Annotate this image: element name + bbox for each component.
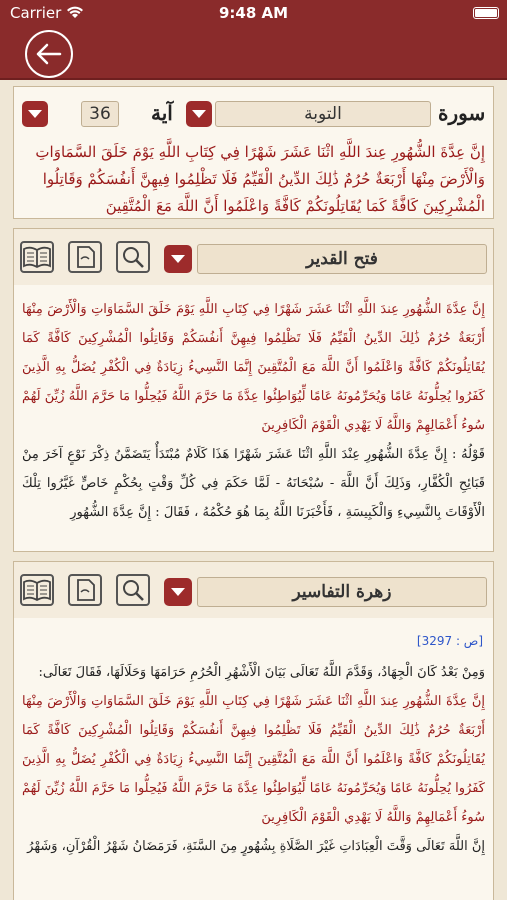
panel-divider [0, 552, 507, 561]
status-time: 9:48 AM [218, 4, 289, 22]
status-bar [0, 0, 507, 26]
tafsir-1-body [22, 295, 485, 547]
page-reference: [ص : 3297] [416, 634, 483, 648]
note-icon[interactable] [68, 241, 102, 273]
surah-dropdown-button[interactable] [186, 101, 212, 127]
tafsir-2-verses: إِنَّ عِدَّةَ الشُّهُورِ عِندَ اللَّهِ اثْنَا عَشَرَ شَهْرًا فِي كِتَابِ اللَّهِ يَوْمَ خَلَقَ السَّمَاوَاتِ وَالْأَرْضَ مِنْهَا أَرْبَعَةٌ حُرُمٌ ذَٰلِكَ الدِّينُ الْقَيِّمُ فَلَا تَظْلِمُوا فِيهِنَّ أَنفُسَكُمْ وَقَاتِلُوا الْمُشْرِكِينَ كَافَّةً كَمَا يُقَاتِلُونَكُمْ كَافَّةً وَاعْلَمُوا أَنَّ اللَّهَ مَعَ الْمُتَّقِينَ إِنَّمَا النَّسِيءُ زِيَادَةٌ فِي الْكُفْرِ يُضَلُّ بِهِ الَّذِينَ كَفَرُوا يُحِلُّونَهُ عَامًا وَيُحَرِّمُونَهُ عَامًا لِّيُوَاطِئُوا عِدَّةَ مَا حَرَّمَ اللَّهُ فَيُحِلُّوا مَا حَرَّمَ اللَّهُ زُيِّنَ لَهُمْ سُوءُ أَعْمَالِهِمْ وَاللَّهُ لَا يَهْدِي الْقَوْمَ الْكَافِرِينَ [22, 694, 485, 825]
tafsir-2-dropdown-button[interactable] [164, 578, 192, 606]
tafsir-1-commentary: قَوْلُهُ : إِنَّ عِدَّةَ الشُّهُورِ عِنْدَ اللَّهِ اثْنَا عَشَرَ شَهْرًا هَذَا كَلَامٌ مُبْتَدَأٌ يَتَضَمَّنُ ذِكْرَ نَوْعٍ آخَرَ مِنْ قَبَائِحِ الْكُفَّارِ، وَذَلِكَ أَنَّ اللَّهَ - سُبْحَانَهُ - لَمَّا حَكَمَ فِي كُلِّ وَقْتٍ بِحُكْمٍ خَاصٍّ غَيَّرُوا تِلْكَ الْأَوْقَاتَ بِالنَّسِيءِ وَالْكَبِيسَةِ ، فَأَخْبَرَنَا اللَّهُ بِمَا هُوَ حُكْمُهُ ، فَقَالَ : إِنَّ عِدَّةَ الشُّهُورِ [22, 447, 485, 520]
ayah-label: آية [151, 101, 173, 125]
tafsir-1-verses: إِنَّ عِدَّةَ الشُّهُورِ عِندَ اللَّهِ اثْنَا عَشَرَ شَهْرًا فِي كِتَابِ اللَّهِ يَوْمَ خَلَقَ السَّمَاوَاتِ وَالْأَرْضَ مِنْهَا أَرْبَعَةٌ حُرُمٌ ذَٰلِكَ الدِّينُ الْقَيِّمُ فَلَا تَظْلِمُوا فِيهِنَّ أَنفُسَكُمْ وَقَاتِلُوا الْمُشْرِكِينَ كَافَّةً كَمَا يُقَاتِلُونَكُمْ كَافَّةً وَاعْلَمُوا أَنَّ اللَّهَ مَعَ الْمُتَّقِينَ إِنَّمَا النَّسِيءُ زِيَادَةٌ فِي الْكُفْرِ يُضَلُّ بِهِ الَّذِينَ كَفَرُوا يُحِلُّونَهُ عَامًا وَيُحَرِّمُونَهُ عَامًا لِّيُوَاطِئُوا عِدَّةَ مَا حَرَّمَ اللَّهُ فَيُحِلُّوا مَا حَرَّمَ اللَّهُ زُيِّنَ لَهُمْ سُوءُ أَعْمَالِهِمْ وَاللَّهُ لَا يَهْدِي الْقَوْمَ الْكَافِرِينَ [22, 302, 485, 433]
tafsir-2-name[interactable]: زهرة التفاسير [197, 577, 487, 607]
surah-label: سورة [438, 101, 486, 125]
tafsir-2-intro: وَمِنْ بَعْدُ كَانَ الْجِهَادُ، وَقَدَّمَ اللَّهُ تَعَالَى بَيَانَ الْأَشْهُرِ الْحُرُمِ حَرَامَهَا وَحَلَالَهَا، فَقَالَ تَعَالَى: [38, 665, 485, 680]
search-icon[interactable] [116, 574, 150, 606]
nav-bar [0, 26, 507, 80]
tafsir-panel-1 [13, 228, 494, 552]
ayah-selector-panel [13, 86, 494, 219]
battery-icon [473, 7, 499, 19]
tafsir-1-name[interactable]: فتح القدير [197, 244, 487, 274]
tafsir-header-1 [14, 229, 493, 285]
arrow-left-icon [36, 43, 62, 65]
search-icon[interactable] [116, 241, 150, 273]
back-button[interactable] [25, 30, 73, 78]
surah-field[interactable]: التوبة [215, 101, 431, 127]
book-icon[interactable] [20, 241, 54, 273]
selector-row [14, 99, 493, 129]
ayah-text: إِنَّ عِدَّةَ الشُّهُورِ عِندَ اللَّهِ اثْنَا عَشَرَ شَهْرًا فِي كِتَابِ اللَّهِ يَوْمَ خَلَقَ السَّمَاوَاتِ وَالْأَرْضَ مِنْهَا أَرْبَعَةٌ حُرُمٌ ذَٰلِكَ الدِّينُ الْقَيِّمُ فَلَا تَظْلِمُوا فِيهِنَّ أَنفُسَكُمْ وَقَاتِلُوا الْمُشْرِكِينَ كَافَّةً كَمَا يُقَاتِلُونَكُمْ كَافَّةً وَاعْلَمُوا أَنَّ اللَّهَ مَعَ الْمُتَّقِينَ [35, 143, 485, 215]
tafsir-panel-2 [13, 561, 494, 900]
carrier-label: Carrier [10, 4, 62, 22]
tafsir-header-2 [14, 562, 493, 618]
tafsir-2-commentary: إِنَّ اللَّهَ تَعَالَى وَقَّتَ الْعِبَادَاتِ غَيْرَ الصَّلَاةِ بِشُهُورٍ مِنَ السَّنَةِ، فَرَمَضَانُ شَهْرُ الْقُرْآنِ، وَشَهْرُ [27, 839, 485, 854]
note-icon[interactable] [68, 574, 102, 606]
tafsir-2-body [22, 658, 485, 896]
book-icon[interactable] [20, 574, 54, 606]
tafsir-1-dropdown-button[interactable] [164, 245, 192, 273]
ayah-dropdown-button[interactable] [22, 101, 48, 127]
ayah-field[interactable]: 36 [81, 101, 119, 127]
